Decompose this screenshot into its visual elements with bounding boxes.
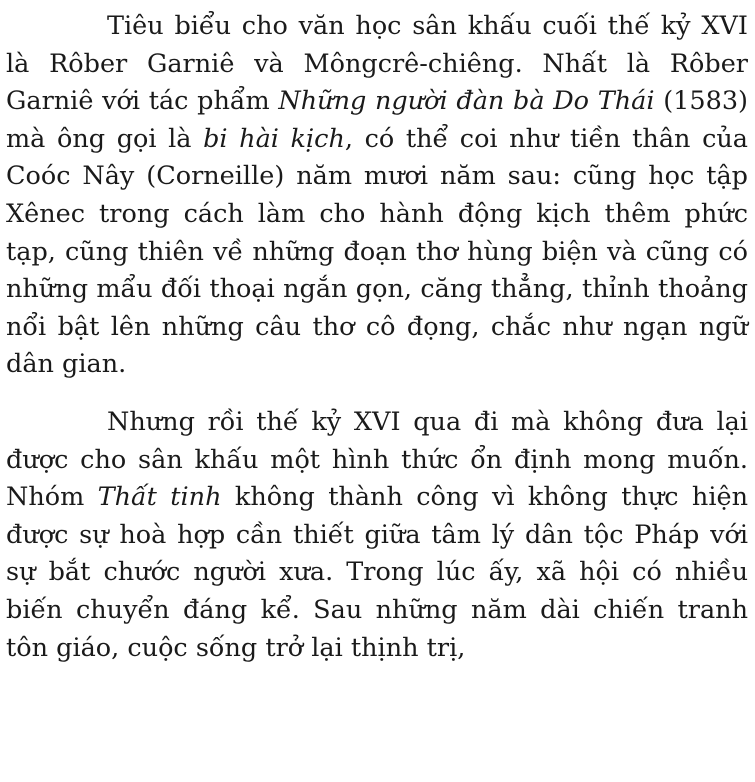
p1-text-3: , có thể coi như tiền thân của Coóc Nây (Corneille) năm mươi năm sau: cũng học tập Xênec trong cách làm cho hành động kịch thêm phức tạp, cũng thiên về những đoạn thơ hùng biện và cũng có những mẩu đối thoại ngắn gọn, căng thẳng, thỉnh thoảng nổi bật lên những câu thơ cô đọng, chắc như ngạn ngữ dân gian. bbox=[6, 123, 748, 380]
p1-text-2: (1583) mà ông gọi là bbox=[6, 86, 748, 154]
p2-text-1: Nhưng rồi thế kỷ XVI qua đi mà không đưa lại được cho sân khấu một hình thức ổn định mong muốn. Nhóm bbox=[6, 406, 748, 513]
document-page bbox=[6, 0, 748, 667]
p1-genre-term: bi hài kịch bbox=[203, 123, 345, 154]
paragraph-1 bbox=[6, 0, 748, 384]
p1-work-title: Những người đàn bà Do Thái bbox=[278, 86, 655, 117]
p1-text-1: Tiêu biểu cho văn học sân khấu cuối thế kỷ XVI là Rôber Garniê và Môngcrê-chiêng. Nhất là Rôber Garniê với tác phẩm bbox=[6, 11, 748, 117]
p2-text-2: không thành công vì không thực hiện được sự hoà hợp cần thiết giữa tâm lý dân tộc Pháp với sự bắt chước người xưa. Trong lúc ấy, xã hội có nhiều biến chuyển đáng kể. Sau những năm dài chiến tranh tôn giáo, cuộc sống trở lại thịnh trị, bbox=[6, 482, 749, 663]
p2-group-name: Thất tinh bbox=[97, 482, 222, 513]
paragraph-2 bbox=[6, 404, 748, 667]
